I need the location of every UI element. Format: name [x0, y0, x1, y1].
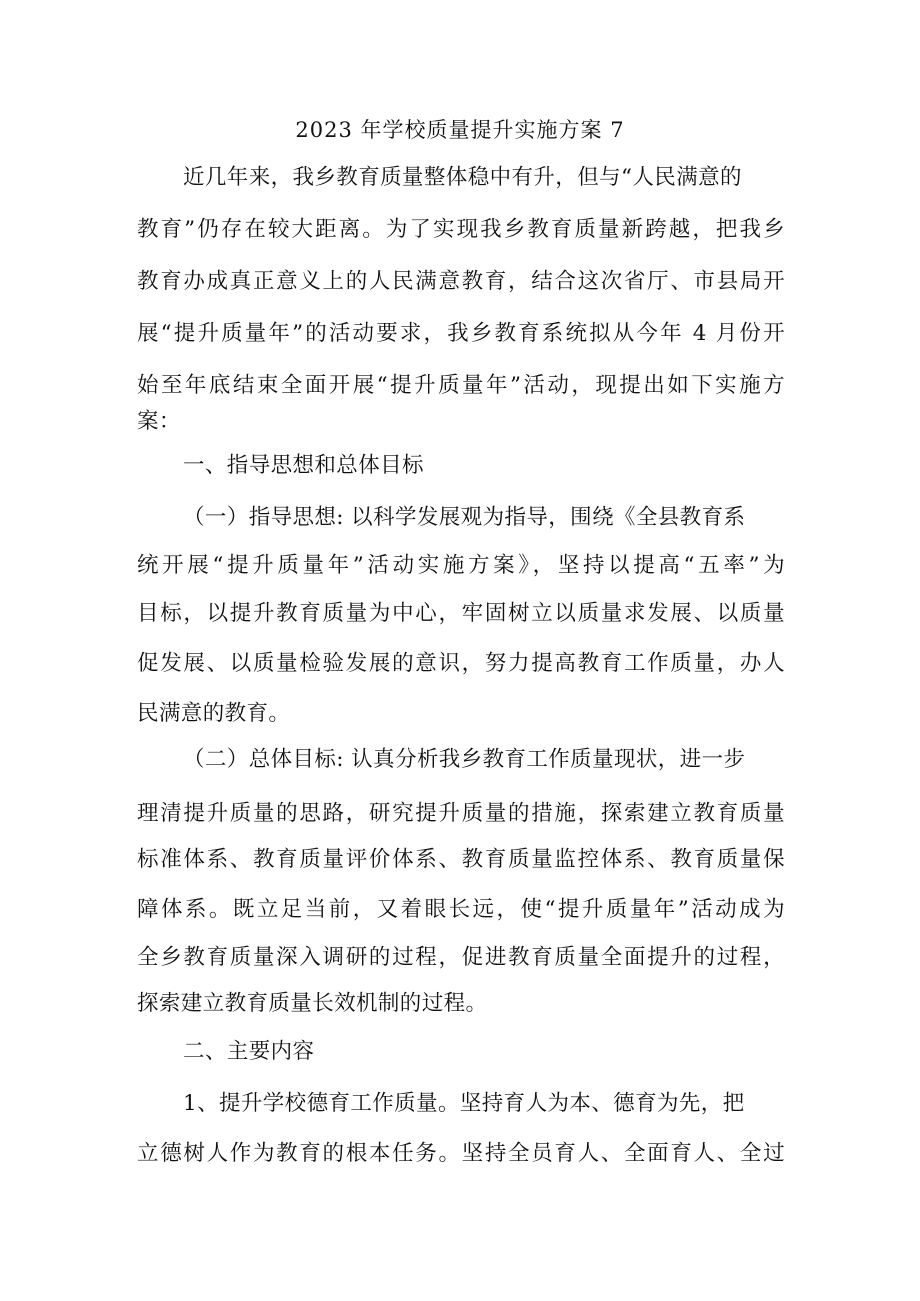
paragraph-line: 全乡教育质量深入调研的过程，促进教育质量全面提升的过程， [137, 945, 785, 970]
paragraph-line: 教育”仍存在较大距离。为了实现我乡教育质量新跨越，把我乡 [137, 217, 785, 242]
paragraph-line: 始至年底结束全面开展“提升质量年”活动，现提出如下实施方 [137, 373, 785, 398]
paragraph-line: 理清提升质量的思路，研究提升质量的措施，探索建立教育质量 [137, 801, 785, 826]
paragraph-line: （一）指导思想: 以科学发展观为指导，围绕《全县教育系 [183, 505, 746, 530]
section-heading: 一、指导思想和总体目标 [183, 453, 424, 478]
section-heading: 二、主要内容 [183, 1039, 315, 1064]
paragraph-line: 目标，以提升教育质量为中心，牢固树立以质量求发展、以质量 [137, 601, 785, 626]
paragraph-line: 近几年来，我乡教育质量整体稳中有升，但与“人民满意的 [183, 165, 742, 190]
paragraph-line: 促发展、以质量检验发展的意识，努力提高教育工作质量，办人 [137, 651, 785, 676]
paragraph-line: 教育办成真正意义上的人民满意教育，结合这次省厅、市县局开 [137, 269, 785, 294]
paragraph-line: 案： [137, 409, 181, 434]
document-title: 2023 年学校质量提升实施方案 7 [295, 118, 625, 142]
paragraph-line: （二）总体目标: 认真分析我乡教育工作质量现状，进一步 [183, 747, 746, 772]
paragraph-line: 标准体系、教育质量评价体系、教育质量监控体系、教育质量保 [137, 847, 785, 872]
paragraph-line: 展“提升质量年”的活动要求，我乡教育系统拟从今年 4 月份开 [137, 321, 785, 346]
paragraph-line: 立德树人作为教育的根本任务。坚持全员育人、全面育人、全过 [137, 1141, 785, 1166]
paragraph-line: 民满意的教育。 [137, 701, 291, 726]
paragraph-line: 障体系。既立足当前，又着眼长远，使“提升质量年”活动成为 [137, 897, 785, 922]
paragraph-line: 1、提升学校德育工作质量。坚持育人为本、德育为先，把 [183, 1091, 745, 1116]
paragraph-line: 探索建立教育质量长效机制的过程。 [137, 991, 488, 1016]
paragraph-line: 统开展“提升质量年”活动实施方案》，坚持以提高“五率”为 [137, 553, 785, 578]
